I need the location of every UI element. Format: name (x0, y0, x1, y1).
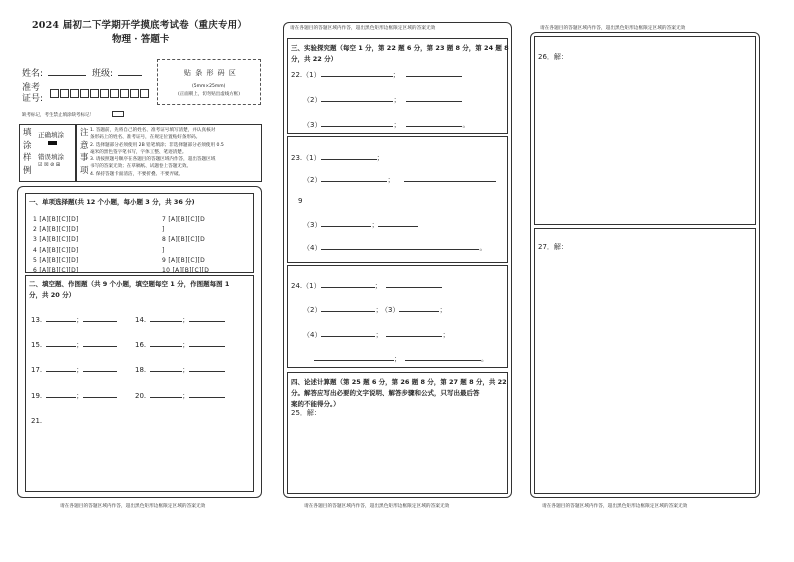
q22-blank-1[interactable] (321, 69, 393, 77)
name-field[interactable] (48, 68, 86, 76)
section2-title-1: 二、填空题、作图题（共 9 个小题，填空题每空 1 分，作图题每图 1 (29, 280, 230, 288)
q19-row: 19. ； (31, 390, 117, 401)
q16-row: 16. ； (135, 339, 225, 350)
q21-label: 21. (31, 417, 43, 425)
q24-p4: （4） ； ； (303, 331, 450, 339)
q22-blank-2[interactable] (406, 69, 462, 77)
q14-blank-2[interactable] (189, 314, 225, 322)
absent-mark-box[interactable] (112, 111, 124, 117)
correct-fill-mark (48, 141, 57, 145)
q23-p2: （2） ； (303, 174, 496, 185)
name-label: 姓名: (22, 69, 44, 79)
q16-blank-2[interactable] (189, 339, 225, 347)
header-warning-col3: 请在各题目的答题区域内作答，超出黑色矩形边框限定区域的答案无效 (540, 26, 686, 31)
q18-blank-1[interactable] (150, 364, 182, 372)
q18-row: 18. ； (135, 364, 225, 375)
q24-blank-8[interactable] (405, 353, 481, 361)
wrong-fill-marks: ☑ ☒ ⊘ ⊞ (38, 162, 61, 168)
header-warning-col2: 请在各题目的答题区域内作答，超出黑色矩形边框限定区域的答案无效 (290, 26, 436, 31)
footer-warning-col1: 请在各题目的答题区域内作答，超出黑色矩形边框限定区域的答案无效 (60, 504, 206, 509)
q15-blank-2[interactable] (83, 339, 117, 347)
q19-blank-2[interactable] (83, 390, 117, 398)
q24-blank-5[interactable] (321, 329, 375, 337)
q27-label: 27．解： (538, 243, 568, 251)
q26-label: 26．解： (538, 53, 568, 61)
correct-fill-label: 正确填涂 (38, 131, 64, 139)
q23-blank-1[interactable] (321, 152, 377, 160)
exam-subtitle: 物理 · 答题卡 (112, 34, 170, 45)
section3-title-2: 分，共 22 分） (291, 55, 338, 63)
q23-p3: （3） ； (303, 219, 418, 230)
q22-p3: （3） ； 。 (303, 121, 470, 129)
class-field[interactable] (118, 68, 142, 76)
section4-title-3: 案的不能得分。） (291, 400, 340, 408)
barcode-note: (正面朝上，切勿贴出虚线方框) (178, 92, 241, 97)
q24-blank-2[interactable] (386, 280, 442, 288)
q24-blank-4[interactable] (399, 304, 439, 312)
q23-nine: 9 (298, 197, 303, 205)
q15-row: 15. ； (31, 339, 117, 350)
q23-blank-6[interactable] (321, 242, 479, 250)
q24-blank-3[interactable] (321, 304, 375, 312)
q22-p2: （2） ； (303, 94, 462, 105)
q23-blank-2[interactable] (321, 174, 387, 182)
q24-blank-7[interactable] (314, 353, 394, 361)
q14-row: 14. ； (135, 314, 225, 325)
fill-example-label: 填 涂 样 例 (23, 128, 32, 176)
choice-row[interactable]: 5 [A][B][C][D] (33, 256, 79, 264)
exam-number-label-2: 证号: (22, 94, 44, 104)
q23-blank-4[interactable] (321, 219, 371, 227)
q24-p2: （2） ； （3） ； (303, 306, 447, 314)
q24-p5: ； 。 (314, 353, 488, 364)
choice-row[interactable]: 2 [A][B][C][D] (33, 226, 79, 234)
section3-title-1: 三、实验探究题（每空 1 分，第 22 题 6 分，第 23 题 8 分，第 24 题 8 (291, 44, 509, 52)
q15-blank-1[interactable] (46, 339, 76, 347)
q23-blank-3[interactable] (404, 174, 496, 182)
q20-row: 20. ； (135, 390, 225, 401)
q23-p1: 23.（1） ； (291, 154, 384, 162)
choice-row[interactable]: 6 [A][B][C][D] (33, 267, 79, 275)
q24-blank-6[interactable] (386, 329, 442, 337)
barcode-title: 贴 条 形 码 区 (184, 69, 237, 77)
q19-blank-1[interactable] (46, 390, 76, 398)
q26-box (534, 36, 756, 225)
q22-blank-5[interactable] (321, 119, 393, 127)
footer-warning-col3: 请在各题目的答题区域内作答，超出黑色矩形边框限定区域的答案无效 (542, 504, 688, 509)
footer-warning-col2: 请在各题目的答题区域内作答，超出黑色矩形边框限定区域的答案无效 (304, 504, 450, 509)
section1-title: 一、单项选择题(共 12 个小题，每小题 3 分，共 36 分) (29, 198, 195, 206)
choices-right[interactable] (162, 215, 209, 276)
choice-row-tail: ] (162, 226, 165, 234)
q13-blank-1[interactable] (46, 314, 76, 322)
choice-row[interactable]: 10 [A][B][C][D (162, 267, 210, 275)
q23-blank-5[interactable] (378, 219, 418, 227)
choice-row[interactable]: 4 [A][B][C][D] (33, 246, 79, 254)
section4-title-1: 四、论述计算题（第 25 题 6 分，第 26 题 8 分，第 27 题 8 分，共 22 (291, 378, 507, 386)
barcode-size: (5mm×25mm) (192, 84, 226, 89)
q14-blank-1[interactable] (150, 314, 182, 322)
q25-label: 25．解： (291, 409, 321, 417)
section4-title-2: 分。解答应写出必要的文字说明、解答步骤和公式，只写出最后答 (291, 389, 480, 397)
q23-p4: （4） 。 (303, 244, 487, 252)
choice-row[interactable]: 3 [A][B][C][D] (33, 236, 79, 244)
exam-number-label-1: 准考 (22, 83, 41, 93)
q20-blank-2[interactable] (189, 390, 225, 398)
section2-box (25, 275, 254, 492)
q17-blank-2[interactable] (83, 364, 117, 372)
q17-row: 17. ； (31, 364, 117, 375)
choice-row[interactable]: 8 [A][B][C][D (162, 236, 206, 244)
q27-box (534, 228, 756, 494)
q24-p1: 24.（1） ； (291, 280, 442, 291)
q20-blank-1[interactable] (150, 390, 182, 398)
q13-blank-2[interactable] (83, 314, 117, 322)
q13-row: 13. ； (31, 314, 117, 325)
wrong-fill-label: 错误填涂 (38, 153, 64, 161)
q22-blank-4[interactable] (406, 94, 462, 102)
q16-blank-1[interactable] (150, 339, 182, 347)
class-label: 班级: (92, 69, 114, 79)
choices-left[interactable] (33, 215, 79, 276)
exam-number-boxes[interactable] (50, 83, 150, 102)
notes-list: 1. 答题前，先将自己的姓名、准考证号填写清楚，并认真核对 条形码上的姓名、准考证号，在规定位置贴好条形码。 2. 选择题部分必须使用 2B 铅笔填涂；非选择题部分必须使用 0.5 毫米的黑色签字笔书写，字体工整、笔迹清楚。 3. 请按照题号顺序在各题目的答题区域内作答，超出答题区域 书写的答案无效；在草稿纸、试题卷上答题无效。 4. 保持答题卡面清洁，不要折叠、不要弄破。 (90, 128, 224, 177)
notes-label: 注 意 事 项 (80, 128, 89, 176)
q22-blank-6[interactable] (406, 119, 462, 127)
choice-row-tail: ] (162, 246, 165, 254)
exam-title: 2024 届初二下学期开学摸底考试卷（重庆专用） (32, 20, 248, 31)
absent-note: 缺考标记，考生禁止填涂缺考标记！ (22, 113, 94, 118)
q17-blank-1[interactable] (46, 364, 76, 372)
section2-title-2: 分，共 20 分） (29, 291, 76, 299)
q18-blank-2[interactable] (189, 364, 225, 372)
q22-blank-3[interactable] (321, 94, 393, 102)
barcode-area (157, 59, 261, 105)
q22-p1: 22.（1） ； (291, 69, 462, 80)
choice-row[interactable]: 1 [A][B][C][D] (33, 216, 79, 223)
choice-row[interactable]: 9 [A][B][C][D (162, 256, 206, 264)
q24-blank-1[interactable] (321, 280, 375, 288)
choice-row[interactable]: 7 [A][B][C][D (162, 216, 206, 223)
